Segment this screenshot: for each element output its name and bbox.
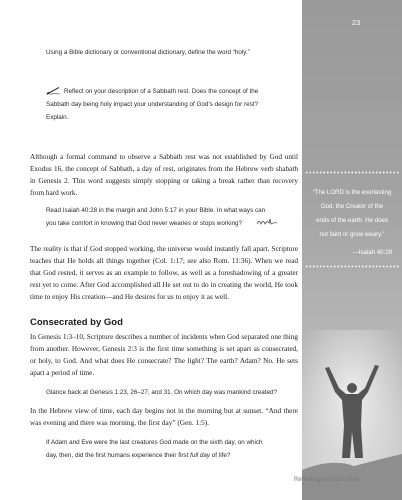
prompt-reflect-line: Sabbath day being holy impact your understanding of God’s design for rest? (46, 101, 259, 108)
paragraph-sabbath-origin: Although a formal command to observe a Sabbath rest was not established by God until Exodus 16, the concept of Sabbath, a day of rest, originates from the Hebrew verb shabath in Genesis 2. This word suggests simply stopping or taking a break rather than recovery from hard work. (30, 153, 298, 197)
handwriting-flourish-icon (256, 218, 278, 227)
prompt-text: day, then, did the first humans experience their first (46, 452, 191, 459)
quote-line: “The LORD is the everlasting (312, 189, 392, 196)
paragraph-consecrated: In Genesis 1:3–10, Scripture describes a number of incidents when God separated one thing from another. However, Genesis 2:3 is the first time something is set apart as consecrated, or holy, to God. And what does He consecrate? The light? The earth? Adam? No. He sets apart a period of time. (30, 333, 298, 377)
paragraph-god-stopped: The reality is that if God stopped working, the universe would instantly fall apart. Scripture teaches that He holds all things together (Col. 1:17; see also Rom. 11:36). When we read that God rested, it serves as an example to follow, as well as a foreshadowing of a greater rest yet to come. After God accomplished all He set out to do in creating the world, He took time to enjoy His creation—and He desires for us to enjoy it as well. (30, 245, 298, 301)
pen-icon (46, 86, 62, 95)
running-footer: Reflecting on God’s Risk (294, 477, 360, 483)
quote-attribution: —Isaiah 40:28 (352, 249, 392, 256)
section-heading: Consecrated by God (30, 317, 123, 328)
prompt-isaiah-line: Read Isaiah 40:28 in the margin and John 5:17 in your Bible. In what ways can (46, 207, 266, 214)
praying-figure-silhouette (302, 330, 402, 500)
prompt-reflect-line: Explain. (46, 114, 69, 121)
prompt-adam-eve-line: If Adam and Eve were the last creatures God made on the sixth day, on which (46, 439, 263, 446)
sidebar-quote (306, 186, 398, 242)
prompt-text: of life? (210, 452, 231, 459)
prompt-adam-eve-line (46, 449, 230, 462)
quote-line: ends of the earth. He does (316, 217, 388, 224)
prompt-isaiah-line: you take comfort in knowing that God never wearies or stops working? (46, 220, 242, 227)
emphasis-full-day: full day (190, 452, 211, 459)
prompt-define-holy: Using a Bible dictionary or conventional dictionary, define the word “holy.” (46, 49, 250, 56)
dotted-divider-bottom (305, 265, 399, 268)
prompt-reflect-line: Reflect on your description of a Sabbath rest. Does the concept of the (64, 88, 259, 95)
quote-line: God, the Creator of the (320, 203, 384, 210)
dotted-divider-top (305, 171, 399, 174)
paragraph-hebrew-view: In the Hebrew view of time, each day begins not in the morning but at sunset. “And there was evening and there was morning, the first day” (Gen. 1:5). (30, 407, 298, 427)
quote-line: not faint or grow weary.” (319, 231, 385, 238)
page-number: 23 (351, 18, 361, 27)
prompt-genesis-glance: Glance back at Genesis 1:23, 26–27, and 31. On which day was mankind created? (46, 389, 278, 396)
